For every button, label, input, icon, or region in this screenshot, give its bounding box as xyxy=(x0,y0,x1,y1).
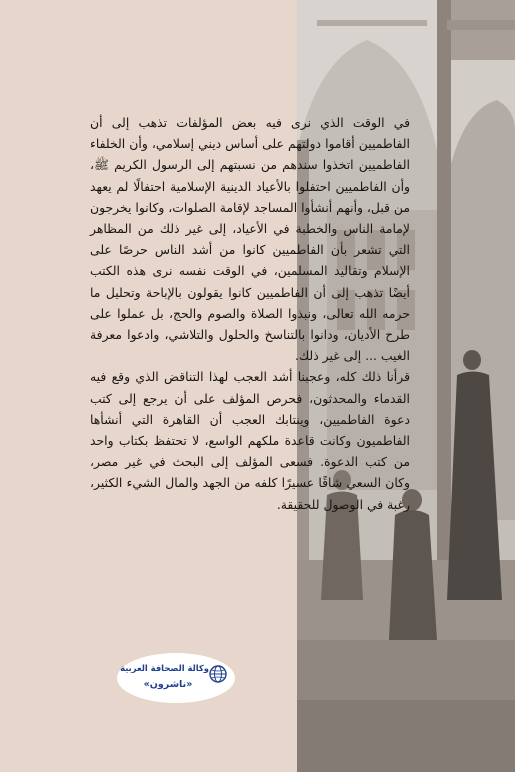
description-text xyxy=(90,112,410,515)
publisher-name: وكالة الصحافة العربية xyxy=(120,663,209,673)
paragraph-1: في الوقت الذي نرى فيه بعض المؤلفات تذهب إلى أن الفاطميين أقاموا دولتهم على أساس ديني إسلامي، وأن الخلفاء الفاطميين اتخذوا سندهم من نسبتهم إلى الرسول الكريم ﷺ، وأن الفاطميين احتفلوا بالأعياد الدينية الإسلامية احتفالًا لم يعهد من قبل، وأنهم أنشأوا المساجد لإقامة الصلوات، وكانوا يخرجون لإمامة الناس والخطبة في الأعياد، إلى غير ذلك من المظاهر التي تشعر بأن الفاطميين كانوا من أشد الناس حرصًا على الإسلام وتقاليد المسلمين، في الوقت نفسه نرى هذه الكتب أيضًا تذهب إلى أن الفاطميين كانوا يقولون بالإباحة وتحليل ما حرمه الله تعالى، ونبذوا الصلاة والصوم والحج، بل عملوا على طرح الأديان، ودانوا بالتناسخ والحلول والتلاشي، وادعوا معرفة الغيب ... إلى غير ذلك. xyxy=(90,115,410,364)
publisher-subtitle: «ناشرون» xyxy=(143,679,193,690)
paragraph-2: قرأنا ذلك كله، وعجبنا أشد العجب لهذا التناقض الذي وقع فيه القدماء والمحدثون، فحرص المؤلف على أن يرجع إلى كتب دعوة الفاطميين، وينتابك العجب أن القاهرة التي أنشأها الفاطميون وكانت قاعدة ملكهم الواسع، لا تحتفظ بكتاب واحد من كتب الدعوة. فسعى المؤلف إلى البحث في غير مصر، وكان السعي شاقًا عسيرًا كلفه من الجهد والمال الشيء الكثير، رغبة في الوصول للحقيقة. xyxy=(90,369,410,512)
publisher-logo xyxy=(117,653,235,703)
